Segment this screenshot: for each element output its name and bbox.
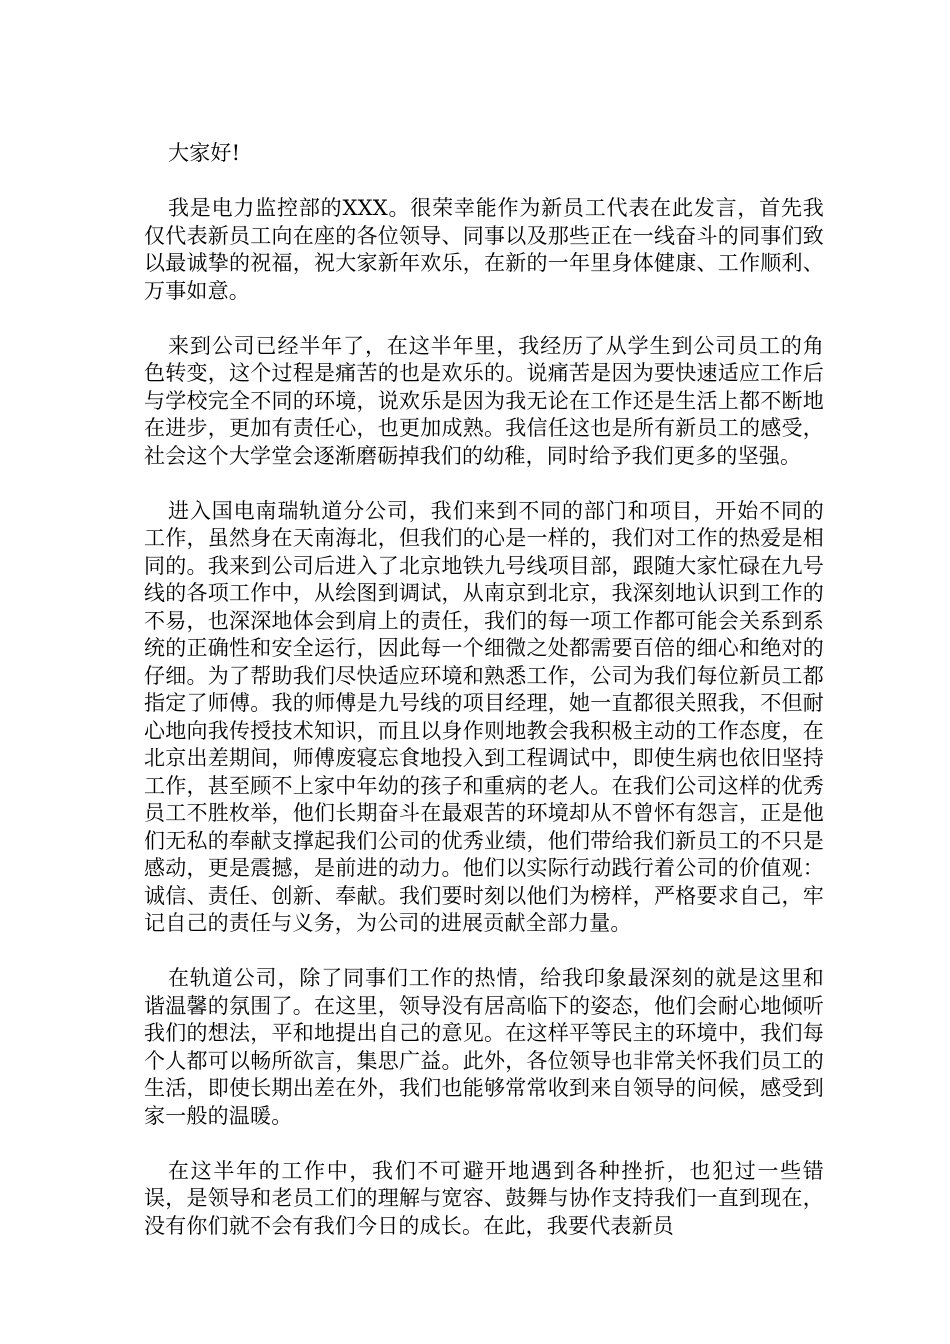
paragraph-intro: 我是电力监控部的XXX。很荣幸能作为新员工代表在此发言，首先我仅代表新员工向在座的各位领导、同事以及那些正在一线奋斗的同事们致以最诚挚的祝福，祝大家新年欢乐，在新的一年里身体健康、工作顺利、万事如意。 [144, 196, 824, 303]
document-body [144, 140, 824, 1240]
paragraph-gratitude: 在这半年的工作中，我们不可避开地遇到各种挫折，也犯过一些错误，是领导和老员工们的理解与宽容、鼓舞与协作支持我们一直到现在，没有你们就不会有我们今日的成长。在此，我要代表新员 [144, 1158, 824, 1238]
paragraph-atmosphere: 在轨道公司，除了同事们工作的热情，给我印象最深刻的就是这里和谐温馨的氛围了。在这里，领导没有居高临下的姿态，他们会耐心地倾听我们的想法，平和地提出自己的意见。在这样平等民主的环境中，我们每个人都可以畅所欲言，集思广益。此外，各位领导也非常关怀我们员工的生活，即使长期出差在外，我们也能够常常收到来自领导的问候，感受到家一般的温暖。 [144, 966, 824, 1128]
paragraph-half-year: 来到公司已经半年了，在这半年里，我经历了从学生到公司员工的角色转变，这个过程是痛苦的也是欢乐的。说痛苦是因为要快速适应工作后与学校完全不同的环境，说欢乐是因为我无论在工作还是生活上都不断地在进步，更加有责任心，也更加成熟。我信任这也是所有新员工的感受，社会这个大学堂会逐渐磨砺掉我们的幼稚，同时给予我们更多的坚强。 [144, 333, 824, 468]
greeting: 大家好! [168, 141, 241, 165]
paragraph-company-work: 进入国电南瑞轨道分公司，我们来到不同的部门和项目，开始不同的工作，虽然身在天南海北，但我们的心是一样的，我们对工作的热爱是相同的。我来到公司后进入了北京地铁九号线项目部，跟随大家忙碌在九号线的各项工作中，从绘图到调试，从南京到北京，我深刻地认识到工作的不易，也深深地体会到肩上的责任，我们的每一项工作都可能会关系到系统的正确性和安全运行，因此每一个细微之处都需要百倍的细心和绝对的仔细。为了帮助我们尽快适应环境和熟悉工作，公司为我们每位新员工都指定了师傅。我的师傅是九号线的项目经理，她一直都很关照我，不但耐心地向我传授技术知识，而且以身作则地教会我积极主动的工作态度，在北京出差期间，师傅废寝忘食地投入到工程调试中，即使生病也依旧坚持工作，甚至顾不上家中年幼的孩子和重病的老人。在我们公司这样的优秀员工不胜枚举，他们长期奋斗在最艰苦的环境却从不曾怀有怨言，正是他们无私的奉献支撑起我们公司的优秀业绩，他们带给我们新员工的不只是感动，更是震撼，是前进的动力。他们以实际行动践行着公司的价值观：诚信、责任、创新、奉献。我们要时刻以他们为榜样，严格要求自己，牢记自己的责任与义务，为公司的进展贡献全部力量。 [144, 498, 824, 935]
